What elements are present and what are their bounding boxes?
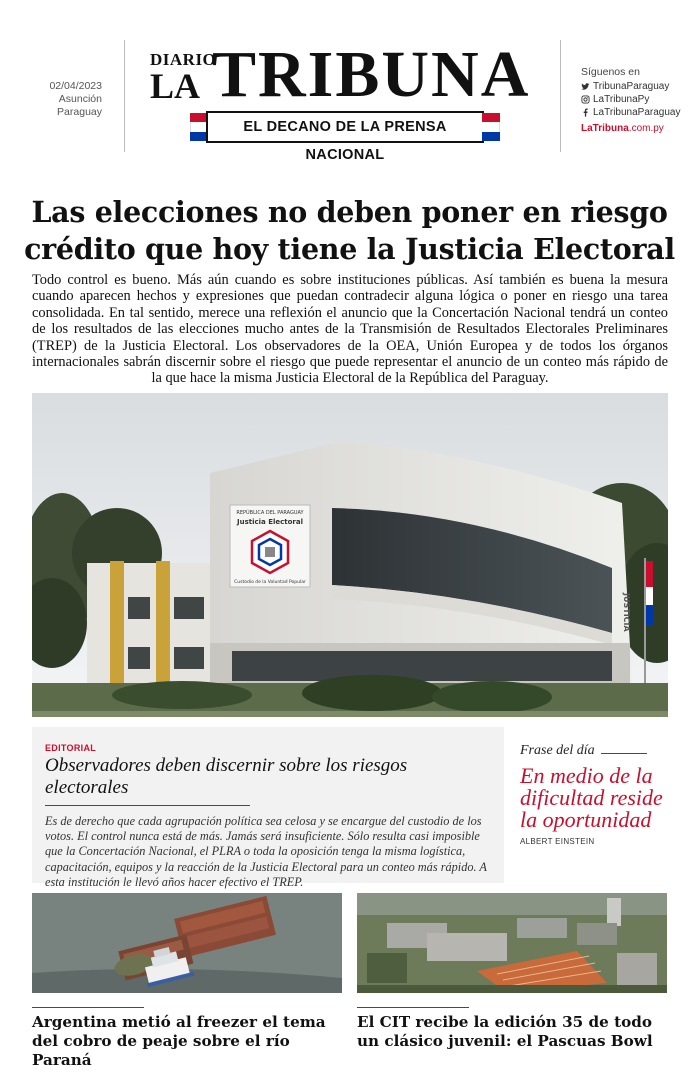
edition-country: Paraguay [57, 106, 102, 118]
sign-line3: Custodio de la Voluntad Popular [234, 580, 306, 585]
main-headline[interactable]: Las elecciones no deben poner en riesgo crédito que hoy tiene la Justicia Electoral [24, 195, 675, 266]
masthead-divider-right [560, 40, 561, 152]
story-2-divider [357, 1007, 469, 1008]
quote-text: En medio de la dificultad reside la oportunidad [520, 763, 663, 832]
quote-of-the-day [520, 743, 670, 846]
instagram-handle: LaTribunaPy [593, 94, 650, 105]
social-links [581, 66, 691, 135]
logo-diario: DIARIO [150, 50, 217, 69]
editorial-box [32, 727, 504, 889]
editorial-kicker: EDITORIAL [45, 743, 97, 753]
logo-la: LA [150, 66, 201, 106]
slogan: EL DECANO DE LA PRENSA NACIONAL [206, 111, 484, 143]
editorial-body: Es de derecho que cada agrupación política sea celosa y se encargue del custodio de los votos. El control nunca está de más. Jamás será insuficiente. Sólo resulta casi imposible que la Concertación Nacional, el PLRA o toda la oposición tenga la misma logística, capacitación, equipos y la reacción de la Justicia Electoral para un conteo más rápido. A esta institución le llevó años hacer efectivo el TREP. [45, 814, 487, 889]
masthead-divider-left [124, 40, 125, 152]
website-link[interactable] [581, 122, 691, 135]
editorial-title[interactable]: Observadores deben discernir sobre los riesgos electorales [45, 755, 408, 798]
sign-line1: REPÚBLICA DEL PARAGUAY [236, 510, 304, 516]
website-domain: .com.py [628, 123, 664, 134]
follow-label: Síguenos en [581, 66, 640, 78]
quote-author: ALBERT EINSTEIN [520, 837, 595, 846]
logo-tribuna: TRIBUNA [212, 38, 531, 111]
slogan-band [190, 111, 500, 163]
sign-line2: Justicia Electoral [236, 518, 304, 526]
facade-text: JUSTICIA [622, 593, 631, 632]
twitter-icon [581, 82, 590, 91]
newspaper-logo[interactable] [148, 38, 548, 163]
story-1-title[interactable]: Argentina metió al freezer el tema del cobro de peaje sobre el río Paraná [32, 1013, 326, 1069]
story-1-divider [32, 1007, 144, 1008]
social-facebook[interactable] [581, 106, 691, 119]
aerial-city-illustration [357, 893, 667, 993]
story-image-barge[interactable] [32, 893, 342, 993]
quote-label: Frase del día [520, 743, 595, 758]
facebook-handle: LaTribunaParaguay [593, 107, 681, 118]
river-barge-illustration [32, 893, 342, 993]
twitter-handle: TribunaParaguay [593, 81, 670, 92]
justicia-electoral-building-illustration [32, 393, 668, 717]
lead-paragraph: Todo control es bueno. Más aún cuando es sobre instituciones públicas. Así también es buena la mesura cuando aparecen hechos y expresiones que puedan contradecir alguna lógica o poner en riesgo una tarea consolidada. En tal sentido, merece una reflexión el anuncio que la Concertación Nacional tendrá un conteo de los resultados de las elecciones mucho antes de la Transmisión de Resultados Electorales Preliminares (TREP) de la Justicia Electoral. Los observadores de la OEA, Unión Europea y de todos los órganos internacionales sabrán discernir sobre el riesgo que puede representar el anuncio de un conteo más rápido de la que hace la misma Justicia Electoral de la República del Paraguay. [32, 272, 668, 387]
story-2-title[interactable]: El CIT recibe la edición 35 de todo un clásico juvenil: el Pascuas Bowl [357, 1013, 653, 1050]
flag-right-icon [482, 113, 500, 141]
edition-date: 02/04/2023 [49, 80, 102, 92]
instagram-icon [581, 95, 590, 104]
edition-info [30, 80, 102, 119]
main-photo[interactable] [32, 393, 668, 717]
quote-divider [601, 753, 647, 754]
masthead [0, 0, 699, 163]
editorial-divider [45, 805, 250, 806]
social-instagram[interactable] [581, 93, 691, 106]
website-name: LaTribuna [581, 123, 629, 134]
facebook-icon [581, 108, 590, 117]
social-twitter[interactable] [581, 80, 691, 93]
edition-city: Asunción [58, 93, 102, 105]
story-image-aerial[interactable] [357, 893, 667, 993]
